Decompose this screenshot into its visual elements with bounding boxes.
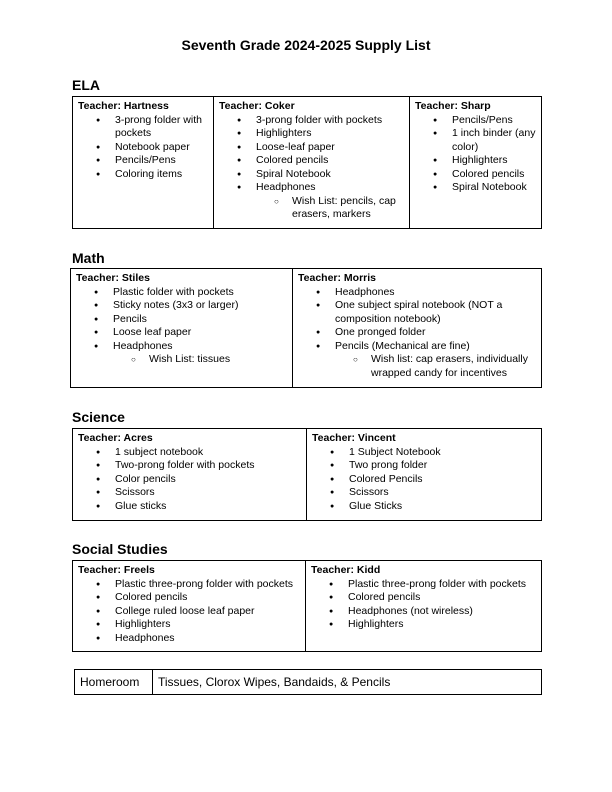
list-item: ● 3-prong folder with pockets xyxy=(256,114,405,128)
teacher-name: Teacher: Freels xyxy=(78,564,155,576)
list-item: ● Headphones xyxy=(335,286,537,300)
list-item: ● Colored pencils xyxy=(452,168,537,182)
section-heading-math: Math xyxy=(72,250,105,266)
list-item: ● Color pencils xyxy=(115,473,302,487)
list-item: ● Loose leaf paper xyxy=(113,326,288,340)
list-item: ● Colored pencils xyxy=(256,154,405,168)
list-item: ● Pencils/Pens xyxy=(115,154,209,168)
social-studies-table xyxy=(72,560,542,652)
list-item: ● Scissors xyxy=(115,486,302,500)
teacher-name: Teacher: Kidd xyxy=(311,564,381,576)
teacher-name: Teacher: Sharp xyxy=(415,100,491,112)
supply-list xyxy=(312,446,537,514)
supply-list xyxy=(76,286,288,367)
homeroom-table xyxy=(74,669,542,695)
section-heading-social-studies: Social Studies xyxy=(72,541,168,557)
supply-list xyxy=(311,578,537,632)
math-table xyxy=(70,268,542,388)
list-item xyxy=(113,340,288,367)
list-item xyxy=(335,340,537,381)
list-item: ● Highlighters xyxy=(452,154,537,168)
list-item: ● Pencils/Pens xyxy=(452,114,537,128)
supply-list xyxy=(415,114,537,195)
teacher-cell-kidd xyxy=(306,561,542,652)
list-item: ● Glue Sticks xyxy=(349,500,537,514)
homeroom-items: Tissues, Clorox Wipes, Bandaids, & Pencils xyxy=(153,670,542,695)
list-item: ● Highlighters xyxy=(115,618,301,632)
wish-list-item: ○ Wish List: tissues xyxy=(149,353,288,367)
list-item: ● Plastic three-prong folder with pockets xyxy=(115,578,301,592)
list-item: ● Loose-leaf paper xyxy=(256,141,405,155)
list-item: ● Highlighters xyxy=(256,127,405,141)
list-item: ● Highlighters xyxy=(348,618,537,632)
section-heading-ela: ELA xyxy=(72,77,100,93)
list-item: ● Spiral Notebook xyxy=(256,168,405,182)
list-item-text: Headphones xyxy=(256,181,316,193)
wish-list-item: ○ Wish List: pencils, cap erasers, markers xyxy=(292,195,405,222)
list-item: ● Scissors xyxy=(349,486,537,500)
list-item: ● Pencils xyxy=(113,313,288,327)
list-item: ● Glue sticks xyxy=(115,500,302,514)
teacher-cell-morris xyxy=(293,269,542,388)
list-item xyxy=(256,181,405,222)
teacher-cell-coker xyxy=(214,97,410,229)
teacher-cell-vincent xyxy=(307,429,542,521)
teacher-cell-acres xyxy=(73,429,307,521)
wish-list xyxy=(335,353,537,380)
supply-list xyxy=(219,114,405,222)
list-item-text: Pencils (Mechanical are fine) xyxy=(335,339,470,352)
supply-list xyxy=(78,114,209,182)
ela-table xyxy=(72,96,542,229)
list-item: ● Colored Pencils xyxy=(349,473,537,487)
teacher-cell-hartness xyxy=(73,97,214,229)
teacher-name: Teacher: Acres xyxy=(78,432,153,444)
teacher-name: Teacher: Vincent xyxy=(312,432,396,444)
section-heading-science: Science xyxy=(72,409,125,425)
page-title: Seventh Grade 2024-2025 Supply List xyxy=(181,37,431,53)
list-item: ● Headphones (not wireless) xyxy=(348,605,537,619)
list-item: ● Coloring items xyxy=(115,168,209,182)
list-item: ● One subject spiral notebook (NOT a composition notebook) xyxy=(335,299,537,326)
teacher-name: Teacher: Hartness xyxy=(78,100,169,112)
list-item: ● One pronged folder xyxy=(335,326,537,340)
list-item: ● Sticky notes (3x3 or larger) xyxy=(113,299,288,313)
supply-list xyxy=(298,286,537,381)
teacher-name: Teacher: Morris xyxy=(298,272,376,284)
list-item: ● Headphones xyxy=(115,632,301,646)
wish-list xyxy=(113,353,288,367)
wish-list xyxy=(256,195,405,222)
science-table xyxy=(72,428,542,521)
list-item: ● Colored pencils xyxy=(115,591,301,605)
list-item: ● Spiral Notebook xyxy=(452,181,537,195)
teacher-cell-freels xyxy=(73,561,306,652)
teacher-name: Teacher: Stiles xyxy=(76,272,150,284)
list-item: ● Two prong folder xyxy=(349,459,537,473)
list-item: ● 1 inch binder (any color) xyxy=(452,127,537,154)
wish-list-item: ○ Wish list: cap erasers, individually wrapped candy for incentives xyxy=(371,353,537,380)
teacher-name: Teacher: Coker xyxy=(219,100,295,112)
list-item: ● College ruled loose leaf paper xyxy=(115,605,301,619)
list-item: ● Plastic three-prong folder with pockets xyxy=(348,578,537,592)
list-item: ● Two-prong folder with pockets xyxy=(115,459,302,473)
list-item: ● Colored pencils xyxy=(348,591,537,605)
list-item: ● Notebook paper xyxy=(115,141,209,155)
supply-list xyxy=(78,446,302,514)
list-item: ● 1 subject notebook xyxy=(115,446,302,460)
list-item-text: Headphones xyxy=(113,339,173,352)
list-item: ● Plastic folder with pockets xyxy=(113,286,288,300)
homeroom-label: Homeroom xyxy=(75,670,153,695)
teacher-cell-stiles xyxy=(71,269,293,388)
teacher-cell-sharp xyxy=(410,97,542,229)
list-item: ● 3-prong folder with pockets xyxy=(115,114,209,141)
supply-list xyxy=(78,578,301,646)
list-item: ● 1 Subject Notebook xyxy=(349,446,537,460)
